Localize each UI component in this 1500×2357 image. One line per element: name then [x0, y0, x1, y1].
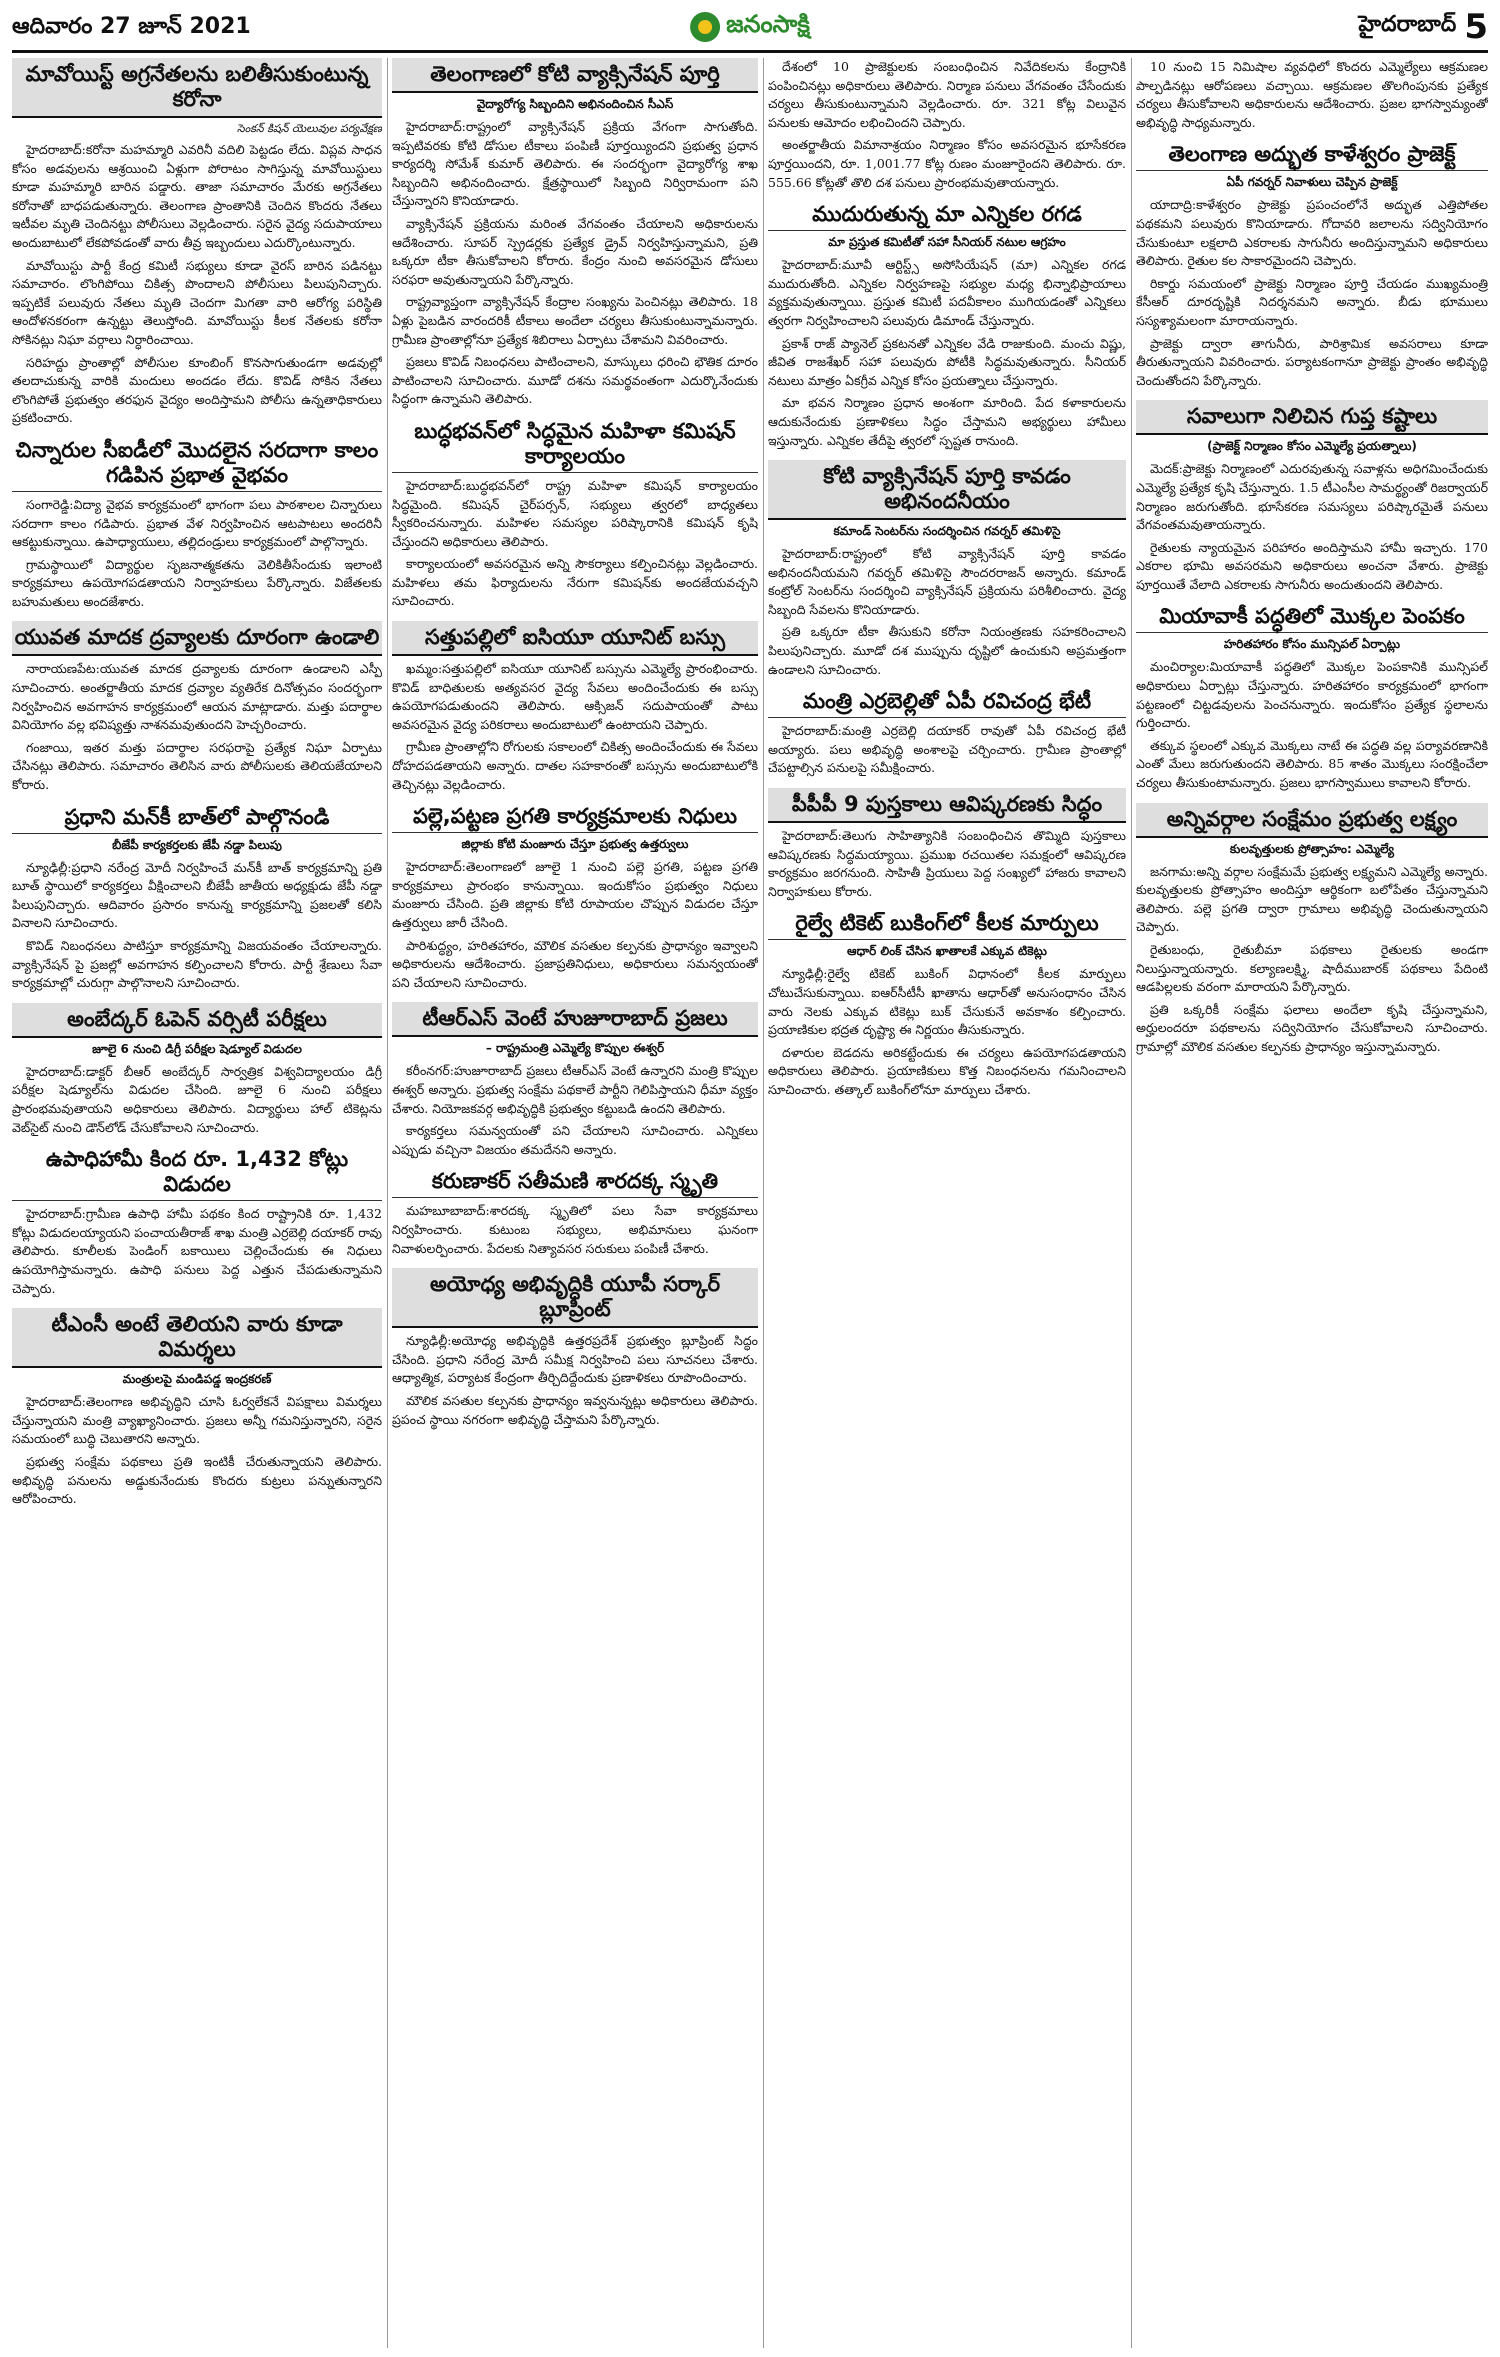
- article-headline: మావోయిస్ట్ అగ్రనేతలను బలితీసుకుంటున్న కరోనా: [12, 58, 382, 118]
- article-paragraph: 10 నుంచి 15 నిమిషాల వ్యవధిలో కొందరు ఎమ్మెల్యేలు ఆక్రమణల పాల్పడినట్లు ఆరోపణలు వచ్చాయి. ఆక్రమణల తొలగింపునకు ప్రత్యేక చర్యలు తీసుకోవాలని అధికారులను ఆదేశించారు. ప్రజల భాగస్వామ్యంతో అభివృద్ధి సాధ్యమన్నారు.: [1136, 59, 1488, 130]
- masthead: [12, 8, 1488, 48]
- article: [12, 621, 382, 794]
- article-paragraph: అంతర్జాతీయ విమానాశ్రయం నిర్మాణం కోసం అవసరమైన భూసేకరణ పూర్తయిందని, రూ. 1,001.77 కోట్ల రుణం మంజూరైందని తెలిపారు. రూ. 555.66 కోట్లతో తొలి దశ పనులు ప్రారంభమవుతాయన్నారు.: [768, 137, 1126, 190]
- article: [768, 58, 1126, 192]
- article: [1136, 58, 1488, 132]
- article: [1136, 400, 1488, 594]
- masthead-rule: [12, 50, 1488, 53]
- article-paragraph: మహబూబాబాద్‌:శారదక్క స్మృతిలో పలు సేవా కార్యక్రమాలు నిర్వహించారు. కుటుంబ సభ్యులు, అభిమానులు ఘనంగా నివాళులర్పించారు. పేదలకు నిత్యావసర సరుకులు పంపిణీ చేశారు.: [392, 1203, 758, 1256]
- article-paragraph: సరిహద్దు ప్రాంతాల్లో పోలీసుల కూంబింగ్ కొనసాగుతుండగా అడవుల్లో తలదాచుకున్న వారికి మందులు అందడం లేదు. కొవిడ్ సోకిన నేతలు లొంగిపోతే ప్రభుత్వం తరఫున వైద్యం అందిస్తామని పోలీసు ఉన్నతాధికారులు ప్రకటించారు.: [12, 354, 382, 426]
- article-paragraph: ప్రభుత్వ సంక్షేమ పథకాలు ప్రతి ఇంటికీ చేరుతున్నాయని తెలిపారు. అభివృద్ధి పనులను అడ్డుకునేందుకు కొందరు కుట్రలు పన్నుతున్నారని ఆరోపించారు.: [12, 1453, 382, 1507]
- article: [1136, 142, 1488, 390]
- article-paragraph: హైదరాబాద్‌:మూవీ ఆర్టిస్ట్స్ అసోసియేషన్ (మా) ఎన్నికల రగడ ముదురుతోంది. ఎన్నికల నిర్వహణపై సభ్యుల మధ్య భిన్నాభిప్రాయాలు వ్యక్తమవుతున్నాయి. ప్రస్తుత కమిటీ పదవీకాలం ముగియడంతో ఎన్నికలు త్వరగా నిర్వహించాలని పలువురు డిమాండ్ చేస్తున్నారు.: [768, 257, 1126, 328]
- article: [768, 911, 1126, 1099]
- article-paragraph: న్యూఢిల్లీ:రైల్వే టికెట్ బుకింగ్ విధానంలో కీలక మార్పులు చోటుచేసుకున్నాయి. ఐఆర్‌సీటీసీ ఖాతాను ఆధార్‌తో అనుసంధానం చేసిన వారు నెలకు ఎక్కువ టికెట్లు బుక్ చేసుకునే అవకాశం కల్పించారు. ప్రయాణికుల భద్రత దృష్ట్యా ఈ నిర్ణయం తీసుకున్నారు.: [768, 966, 1126, 1038]
- article-paragraph: ప్రకాశ్ రాజ్ ప్యానెల్ ప్రకటనతో ఎన్నికల వేడి రాజుకుంది. మంచు విష్ణు, జీవిత రాజశేఖర్ సహా పలువురు పోటీకి సిద్ధమవుతున్నారు. సీనియర్ నటులు మాత్రం ఏకగ్రీవ ఎన్నిక కోసం ప్రయత్నాలు చేస్తున్నారు.: [768, 335, 1126, 388]
- article: [12, 1003, 382, 1137]
- article-paragraph: హైదరాబాద్‌:మంత్రి ఎర్రబెల్లి దయాకర్ రావుతో ఏపీ రవిచంద్ర భేటీ అయ్యారు. పలు అభివృద్ధి అంశాలపై చర్చించారు. గ్రామీణ ప్రాంతాల్లో చేపట్టాల్సిన పనులపై సమీక్షించారు.: [768, 723, 1126, 776]
- article-paragraph: ప్రతి ఒక్కరూ టీకా తీసుకుని కరోనా నియంత్రణకు సహకరించాలని పిలుపునిచ్చారు. మూడో దశ ముప్పును దృష్టిలో ఉంచుకుని అప్రమత్తంగా ఉండాలని సూచించారు.: [768, 624, 1126, 677]
- article: [392, 804, 758, 992]
- article-paragraph: హైదరాబాద్‌:రాష్ట్రంలో కోటి వ్యాక్సినేషన్ పూర్తి కావడం అభినందనీయమని గవర్నర్ తమిళిసై సౌందరరాజన్ అన్నారు. కమాండ్ కంట్రోల్ సెంటర్‌ను సందర్శించి వ్యాక్సినేషన్ ప్రక్రియను పరిశీలించారు. వైద్య సిబ్బంది సేవలను కొనియాడారు.: [768, 546, 1126, 617]
- article-paragraph: హైదరాబాద్‌:కరోనా మహమ్మారి ఎవరినీ వదిలి పెట్టడం లేదు. విప్లవ సాధన కోసం అడవులను ఆశ్రయించి ఏళ్లుగా పోరాటం సాగిస్తున్న మావోయిస్టులు కూడా మహమ్మారి బారిన పడ్డారు. తాజా సమాచారం మేరకు అగ్రనేతలు కరోనాతో బాధపడుతున్నారు. తెలంగాణ ప్రాంతానికి చెందిన కొందరు నేతలు ఇటీవల మృతి చెందినట్టు పోలీసులు వెల్లడించారు. సరైన వైద్య సదుపాయాలు అందుబాటులో లేకపోవడంతో వారు తీవ్ర ఇబ్బందులు ఎదుర్కొంటున్నారు.: [12, 142, 382, 250]
- article: [392, 1169, 758, 1258]
- article-headline: రైల్వే టికెట్ బుకింగ్‌లో కీలక మార్పులు: [768, 911, 1126, 940]
- article-paragraph: హైదరాబాద్‌:డాక్టర్ బీఆర్ అంబేద్కర్ సార్వత్రిక విశ్వవిద్యాలయం డిగ్రీ పరీక్షల షెడ్యూల్‌ను విడుదల చేసింది. జూలై 6 నుంచి పరీక్షలు ప్రారంభమవుతాయని అధికారులు తెలిపారు. విద్యార్థులు హాల్ టికెట్లను వెబ్‌సైట్ నుంచి డౌన్‌లోడ్ చేసుకోవాలని సూచించారు.: [12, 1063, 382, 1135]
- article-paragraph: యాదాద్రి:కాళేశ్వరం ప్రాజెక్టు ప్రపంచంలోనే అద్భుత ఎత్తిపోతల పథకమని పలువురు కొనియాడారు. గోదావరి జలాలను సద్వినియోగం చేసుకుంటూ లక్షలాది ఎకరాలకు సాగునీరు అందిస్తున్నామని అధికారులు తెలిపారు. రైతుల కల సాకారమైందని చెప్పారు.: [1136, 197, 1488, 269]
- article-paragraph: ప్రాజెక్టు ద్వారా తాగునీరు, పారిశ్రామిక అవసరాలు కూడా తీరుతున్నాయని వివరించారు. పర్యాటకంగానూ ప్రాజెక్టు ప్రాంతం అభివృద్ధి చెందుతోందని పేర్కొన్నారు.: [1136, 335, 1488, 388]
- paper-name: జనంసాక్షి: [726, 10, 810, 38]
- article-paragraph: జనగామ:అన్ని వర్గాల సంక్షేమమే ప్రభుత్వ లక్ష్యమని ఎమ్మెల్యే అన్నారు. కులవృత్తులకు ప్రోత్సాహం అందిస్తూ ఆర్థికంగా బలోపేతం చేస్తున్నామని తెలిపారు. పల్లె ప్రగతి ద్వారా గ్రామాలు అభివృద్ధి చెందుతున్నాయని చెప్పారు.: [1136, 863, 1488, 935]
- column-1: [12, 58, 382, 2348]
- article: [768, 202, 1126, 450]
- logo-icon: [690, 12, 720, 42]
- article-headline: మంత్రి ఎర్రబెల్లితో ఏపీ రవిచంద్ర భేటీ: [768, 689, 1126, 718]
- article-paragraph: మావోయిస్టు పార్టీ కేంద్ర కమిటీ సభ్యులు కూడా వైరస్ బారిన పడినట్టు సమాచారం. లొంగిపోయి చికిత్స పొందాలని పోలీసులు పిలుపునిచ్చారు. ఇప్పటికే పలువురు నేతలు మృతి చెందగా మిగతా వారి ఆరోగ్య పరిస్థితి ఆందోళనకరంగా ఉన్నట్టు తెలుస్తోంది. మావోయిస్టు కీలక నేతలకు కరోనా సోకినట్లు నిఘా వర్గాలు నిర్ధారించాయి.: [12, 257, 382, 347]
- article-headline: తెలంగాణలో కోటి వ్యాక్సినేషన్ పూర్తి: [392, 58, 758, 93]
- article-headline: కరుణాకర్ సతీమణి శారదక్క స్మృతి: [392, 1169, 758, 1198]
- article: [392, 621, 758, 794]
- article-paragraph: గ్రామస్థాయిలో విద్యార్థుల సృజనాత్మకతను వెలికితీసేందుకు ఇలాంటి కార్యక్రమాలు ఉపయోగపడతాయని నిర్వాహకులు పేర్కొన్నారు. విజేతలకు బహుమతులు అందజేశారు.: [12, 556, 382, 609]
- article-paragraph: హైదరాబాద్‌:బుద్ధభవన్‌లో రాష్ట్ర మహిళా కమిషన్ కార్యాలయం సిద్ధమైంది. కమిషన్ చైర్‌పర్సన్, సభ్యులు త్వరలో బాధ్యతలు స్వీకరించనున్నారు. మహిళల సమస్యల పరిష్కారానికి కమిషన్ కృషి చేస్తుందని అధికారులు తెలిపారు.: [392, 477, 758, 549]
- article: [1136, 604, 1488, 792]
- article-paragraph: పారిశుద్ధ్యం, హరితహారం, మౌలిక వసతుల కల్పనకు ప్రాధాన్యం ఇవ్వాలని అధికారులను ఆదేశించారు. ప్రజాప్రతినిధులు, అధికారులు సమన్వయంతో పని చేయాలని సూచించారు.: [392, 937, 758, 990]
- article-paragraph: మౌలిక వసతుల కల్పనకు ప్రాధాన్యం ఇవ్వనున్నట్లు అధికారులు తెలిపారు. ప్రపంచ స్థాయి నగరంగా అభివృద్ధి చేస్తామని పేర్కొన్నారు.: [392, 1392, 758, 1427]
- article-subheadline: హరితహారం కోసం మున్సిపల్ ఏర్పాట్లు: [1223, 637, 1401, 652]
- article-byline: సెంకన్ కిషన్ యెలువుల పర్యవేక్షణ: [236, 122, 382, 135]
- article-subheadline: జూలై 6 నుంచి డిగ్రీ పరీక్షల షెడ్యూల్ విడుదల: [92, 1041, 302, 1056]
- article-headline: పల్లె,పట్టణ ప్రగతి కార్యక్రమాలకు నిధులు: [392, 804, 758, 833]
- article-paragraph: హైదరాబాద్‌:గ్రామీణ ఉపాధి హామీ పథకం కింద రాష్ట్రానికి రూ. 1,432 కోట్లు విడుదలయ్యాయని పంచాయతీరాజ్ శాఖ మంత్రి ఎర్రబెల్లి దయాకర్ రావు తెలిపారు. కూలీలకు పెండింగ్ బకాయిలు చెల్లించేందుకు ఈ నిధులు ఉపయోగిస్తామన్నారు. ఉపాధి పనులు పెద్ద ఎత్తున చేపడుతున్నామని చెప్పారు.: [12, 1206, 382, 1296]
- article-headline: మియావాకీ పద్ధతిలో మొక్కల పెంపకం: [1136, 604, 1488, 633]
- column-3: [768, 58, 1126, 2348]
- edition-city: హైదరాబాద్: [1358, 12, 1457, 37]
- article-headline: టీఎంసీ అంటే తెలియని వారు కూడా విమర్శలు: [12, 1308, 382, 1368]
- article: [768, 460, 1126, 679]
- article-paragraph: కార్యాలయంలో అవసరమైన అన్ని సౌకర్యాలు కల్పించినట్లు వెల్లడించారు. మహిళలు తమ ఫిర్యాదులను నేరుగా కమిషన్‌కు అందజేయవచ్చని సూచించారు.: [392, 556, 758, 609]
- article-headline: బుద్ధభవన్‌లో సిద్ధమైన మహిళా కమిషన్ కార్యాలయం: [392, 419, 758, 473]
- article-paragraph: రికార్డు సమయంలో ప్రాజెక్టు నిర్మాణం పూర్తి చేయడం ముఖ్యమంత్రి కేసీఆర్ దూరదృష్టికి నిదర్శనమని అన్నారు. బీడు భూములు సస్యశ్యామలంగా మారాయన్నారు.: [1136, 275, 1488, 328]
- article: [12, 1147, 382, 1298]
- article-headline: సవాలుగా నిలిచిన గుప్త కష్టాలు: [1136, 400, 1488, 435]
- article-headline: సత్తుపల్లిలో ఐసియూ యూనిట్ బస్సు: [392, 621, 758, 656]
- column-2: [392, 58, 758, 2348]
- article-paragraph: హైదరాబాద్‌:తెలంగాణలో జూలై 1 నుంచి పల్లె ప్రగతి, పట్టణ ప్రగతి కార్యక్రమాలు ప్రారంభం కానున్నాయి. ఇందుకోసం ప్రభుత్వం నిధులు మంజూరు చేసింది. ప్రతి జిల్లాకు కోటి రూపాయల చొప్పున విడుదల చేస్తూ ఉత్తర్వులు జారీ చేసింది.: [392, 859, 758, 930]
- article: [392, 1268, 758, 1429]
- article-paragraph: మెదక్‌:ప్రాజెక్టు నిర్మాణంలో ఎదురవుతున్న సవాళ్లను అధిగమించేందుకు ఎమ్మెల్యే ప్రత్యేక కృషి చేస్తున్నారు. 1.5 టీఎంసీల సామర్థ్యంతో రిజర్వాయర్ నిర్మాణం జరుగుతోంది. భూసేకరణ సమస్యలు పరిష్కారమైతే పనులు వేగవంతమవుతాయన్నారు.: [1136, 461, 1488, 533]
- article: [12, 1308, 382, 1509]
- article-paragraph: తక్కువ స్థలంలో ఎక్కువ మొక్కలు నాటే ఈ పద్ధతి వల్ల పర్యావరణానికి ఎంతో మేలు జరుగుతుందని తెలిపారు. 85 శాతం మొక్కలు సంరక్షించేలా చర్యలు తీసుకుంటామన్నారు. ప్రజలు భాగస్వాములు కావాలని కోరారు.: [1136, 737, 1488, 791]
- article: [12, 805, 382, 993]
- article-paragraph: గ్రామీణ ప్రాంతాల్లోని రోగులకు సకాలంలో చికిత్స అందించేందుకు ఈ సేవలు దోహదపడతాయని అన్నారు. దాతల సహకారంతో బస్సును అందుబాటులోకి తెచ్చినట్లు వెల్లడించారు.: [392, 739, 758, 792]
- article-headline: ప్రధాని మన్‌కీ బాత్‌లో పాల్గొనండి: [12, 805, 382, 834]
- article-paragraph: కరీంనగర్‌:హుజూరాబాద్ ప్రజలు టీఆర్‌ఎస్ వెంటే ఉన్నారని మంత్రి కొప్పుల ఈశ్వర్ అన్నారు. ప్రభుత్వ సంక్షేమ పథకాలే పార్టీని గెలిపిస్తాయని ధీమా వ్యక్తం చేశారు. నియోజకవర్గ అభివృద్ధికి ప్రభుత్వం కట్టుబడి ఉందని తెలిపారు.: [392, 1063, 758, 1116]
- issue-date: ఆదివారం 27 జూన్ 2021: [12, 14, 251, 39]
- article-subheadline: ఏపీ గవర్నర్ నివాళులు చెప్పిన ప్రాజెక్ట్: [1226, 175, 1398, 190]
- article-paragraph: దేశంలో 10 ప్రాజెక్టులకు సంబంధించిన నివేదికలను కేంద్రానికి పంపించినట్లు అధికారులు తెలిపారు. నిర్మాణ పనులు వేగవంతం చేసేందుకు చర్యలు తీసుకుంటున్నామని వెల్లడించారు. రూ. 321 కోట్ల విలువైన పనులకు ఆమోదం లభించిందని చెప్పారు.: [768, 59, 1126, 130]
- article-paragraph: హైదరాబాద్‌:రాష్ట్రంలో వ్యాక్సినేషన్ ప్రక్రియ వేగంగా సాగుతోంది. ఇప్పటివరకు కోటి డోసుల టీకాలు పంపిణీ పూర్తయ్యిందని ప్రభుత్వ ప్రధాన కార్యదర్శి సోమేశ్ కుమార్ తెలిపారు. ఈ సందర్భంగా వైద్యారోగ్య శాఖ సిబ్బందిని అభినందించారు. క్షేత్రస్థాయిలో సిబ్బంది నిర్విరామంగా పని చేస్తున్నారని కొనియాడారు.: [392, 119, 758, 209]
- column-divider: [1131, 58, 1132, 2348]
- article-headline: అంబేద్కర్ ఓపెన్ వర్సిటీ పరీక్షలు: [12, 1003, 382, 1038]
- article-paragraph: హైదరాబాద్‌:తెలుగు సాహిత్యానికి సంబంధించిన తొమ్మిది పుస్తకాలు ఆవిష్కరణకు సిద్ధమయ్యాయి. ప్రముఖ రచయితల సమక్షంలో ఆవిష్కరణ కార్యక్రమం జరగనుంది. సాహితీ ప్రియులు పెద్ద సంఖ్యలో హాజరు కావాలని నిర్వాహకులు కోరారు.: [768, 828, 1126, 899]
- article-paragraph: రాష్ట్రవ్యాప్తంగా వ్యాక్సినేషన్ కేంద్రాల సంఖ్యను పెంచినట్లు తెలిపారు. 18 ఏళ్లు పైబడిన వారందరికీ టీకాలు అందేలా చర్యలు తీసుకుంటున్నామన్నారు. గ్రామీణ ప్రాంతాల్లోనూ ప్రత్యేక శిబిరాలు ఏర్పాటు చేశామని వివరించారు.: [392, 294, 758, 347]
- article-paragraph: దళారుల బెడదను అరికట్టేందుకు ఈ చర్యలు ఉపయోగపడతాయని అధికారులు తెలిపారు. ప్రయాణికులు కొత్త నిబంధనలను గమనించాలని సూచించారు. తత్కాల్ బుకింగ్‌లోనూ మార్పులు చేశారు.: [768, 1044, 1126, 1097]
- article: [768, 689, 1126, 778]
- article-paragraph: ఖమ్మం:సత్తుపల్లిలో ఐసియూ యూనిట్ బస్సును ఎమ్మెల్యే ప్రారంభించారు. కొవిడ్ బాధితులకు అత్యవసర వైద్య సేవలు అందించేందుకు ఈ బస్సు ఉపయోగపడుతుందని తెలిపారు. ఆక్సిజన్ సదుపాయంతో పాటు అవసరమైన వైద్య పరికరాలు అందుబాటులో ఉంటాయని చెప్పారు.: [392, 661, 758, 732]
- article-subheadline: జిల్లాకు కోటి మంజూరు చేస్తూ ప్రభుత్వ ఉత్తర్వులు: [461, 837, 689, 852]
- article: [12, 58, 382, 428]
- article-headline: చిన్నారుల సీఐడీలో మొదలైన సరదాగా కాలం గడిపిన ప్రభాత వైభవం: [12, 438, 382, 492]
- article-headline: అన్నివర్గాల సంక్షేమం ప్రభుత్వ లక్ష్యం: [1136, 803, 1488, 838]
- article-paragraph: కార్యకర్తలు సమన్వయంతో పని చేయాలని సూచించారు. ఎన్నికలు ఎప్పుడు వచ్చినా విజయం తమదేనని అన్నారు.: [392, 1123, 758, 1157]
- article-paragraph: రైతుబంధు, రైతుబీమా పథకాలు రైతులకు అండగా నిలుస్తున్నాయన్నారు. కల్యాణలక్ష్మి, షాదీముబారక్ పథకాలు పేదింటి ఆడపిల్లలకు వరంగా మారాయని పేర్కొన్నారు.: [1136, 942, 1488, 995]
- article: [392, 58, 758, 409]
- article-paragraph: హైదరాబాద్‌:తెలంగాణ అభివృద్ధిని చూసి ఓర్వలేకనే విపక్షాలు విమర్శలు చేస్తున్నాయని మంత్రి వ్యాఖ్యానించారు. ప్రజలు అన్నీ గమనిస్తున్నారని, సరైన సమయంలో బుద్ధి చెబుతారని అన్నారు.: [12, 1394, 382, 1447]
- article-paragraph: నారాయణపేట:యువత మాదక ద్రవ్యాలకు దూరంగా ఉండాలని ఎస్పీ సూచించారు. అంతర్జాతీయ మాదక ద్రవ్యాల వ్యతిరేక దినోత్సవం సందర్భంగా నిర్వహించిన అవగాహన కార్యక్రమంలో ఆయన మాట్లాడారు. మత్తు పదార్థాల వినియోగం వల్ల భవిష్యత్తు నాశనమవుతుందని హెచ్చరించారు.: [12, 661, 382, 733]
- article-subheadline: (ప్రాజెక్ట్ నిర్మాణం కోసం ఎమ్మెల్యే ప్రయత్నాలు): [1207, 439, 1417, 454]
- article-headline: పీపీపీ 9 పుస్తకాలు ఆవిష్కరణకు సిద్ధం: [768, 788, 1126, 823]
- article-subheadline: మంత్రులపై మండిపడ్డ ఇంద్రకరణ్: [122, 1372, 272, 1387]
- column-4: [1136, 58, 1488, 2348]
- article-paragraph: న్యూఢిల్లీ:ప్రధాని నరేంద్ర మోదీ నిర్వహించే మన్‌కీ బాత్ కార్యక్రమాన్ని ప్రతి బూత్ స్థాయిలో కార్యకర్తలు వీక్షించాలని బీజేపీ జాతీయ అధ్యక్షుడు జేపీ నడ్డా పిలుపునిచ్చారు. ఆదివారం ప్రసారం కానున్న కార్యక్రమాన్ని ప్రజలతో కలిసి వినాలని సూచించారు.: [12, 859, 382, 931]
- article: [12, 438, 382, 612]
- article-paragraph: గంజాయి, ఇతర మత్తు పదార్థాల సరఫరాపై ప్రత్యేక నిఘా ఏర్పాటు చేసినట్లు తెలిపారు. సమాచారం తెలిసిన వారు పోలీసులకు తెలియజేయాలని కోరారు.: [12, 739, 382, 793]
- article-headline: కోటి వ్యాక్సినేషన్ పూర్తి కావడం అభినందనీయం: [768, 460, 1126, 520]
- article: [768, 788, 1126, 901]
- article: [392, 1002, 758, 1159]
- article-subheadline: కులవృత్తులకు ప్రోత్సాహం: ఎమ్మెల్యే: [1229, 841, 1395, 856]
- article-paragraph: వ్యాక్సినేషన్ ప్రక్రియను మరింత వేగవంతం చేయాలని అధికారులను ఆదేశించారు. సూపర్ స్ప్రెడర్లకు ప్రత్యేక డ్రైవ్ నిర్వహిస్తున్నామని, ప్రతి ఒక్కరూ టీకా తీసుకోవాలని కోరారు. కేంద్రం నుంచి అవసరమైన డోసులు సరఫరా అవుతున్నాయని పేర్కొన్నారు.: [392, 215, 758, 287]
- article-paragraph: మా భవన నిర్మాణం ప్రధాన అంశంగా మారింది. పేద కళాకారులను ఆదుకునేందుకు ప్రణాళికలు సిద్ధం చేస్తామని అభ్యర్థులు హామీలు ఇస్తున్నారు. ఎన్నికల తేదీపై త్వరలో స్పష్టత రానుంది.: [768, 395, 1126, 448]
- article-subheadline: బీజేపీ కార్యకర్తలకు జేపీ నడ్డా పిలుపు: [112, 837, 282, 852]
- article-paragraph: ప్రతి ఒక్కరికీ సంక్షేమ ఫలాలు అందేలా కృషి చేస్తున్నామని, అర్హులందరూ పథకాలను సద్వినియోగం చేసుకోవాలని సూచించారు. గ్రామాల్లో మౌలిక వసతుల కల్పనకు ప్రాధాన్యం ఇస్తున్నామన్నారు.: [1136, 1001, 1488, 1054]
- article-headline: అయోధ్య అభివృద్ధికి యూపీ సర్కార్ బ్లూప్రింట్: [392, 1268, 758, 1328]
- article-paragraph: న్యూఢిల్లీ:అయోధ్య అభివృద్ధికి ఉత్తరప్రదేశ్ ప్రభుత్వం బ్లూప్రింట్ సిద్ధం చేసింది. ప్రధాని నరేంద్ర మోదీ సమీక్ష నిర్వహించి పలు సూచనలు చేశారు. ఆధ్యాత్మిక, పర్యాటక కేంద్రంగా తీర్చిదిద్దేందుకు ప్రణాళికలు రూపొందించారు.: [392, 1333, 758, 1386]
- article-headline: ఉపాధిహామీ కింద రూ. 1,432 కోట్లు విడుదల: [12, 1147, 382, 1201]
- article-headline: టీఆర్‌ఎస్ వెంటే హుజూరాబాద్ ప్రజలు: [392, 1002, 758, 1037]
- column-divider: [763, 58, 764, 2348]
- article-headline: యువత మాదక ద్రవ్యాలకు దూరంగా ఉండాలి: [12, 621, 382, 656]
- article-subheadline: ఆధార్‌ లింక్ చేసిన ఖాతాలకే ఎక్కువ టికెట్లు: [847, 944, 1047, 959]
- column-divider: [387, 58, 388, 2348]
- article: [1136, 803, 1488, 1057]
- page-number: 5: [1464, 7, 1488, 47]
- masthead-right: [1358, 8, 1488, 46]
- article-headline: ముదురుతున్న మా ఎన్నికల రగడ: [768, 202, 1126, 231]
- article-subheadline: – రాష్ట్రమంత్రి ఎమ్మెల్యే కొప్పుల ఈశ్వర్: [485, 1041, 665, 1056]
- article-paragraph: కొవిడ్ నిబంధనలు పాటిస్తూ కార్యక్రమాన్ని విజయవంతం చేయాలన్నారు. వ్యాక్సినేషన్ పై ప్రజల్లో అవగాహన కల్పించాలని కోరారు. పార్టీ శ్రేణులు సేవా కార్యక్రమాల్లో చురుగ్గా పాల్గొనాలని సూచించారు.: [12, 938, 382, 991]
- paper-logo: [690, 10, 810, 44]
- article-paragraph: రైతులకు న్యాయమైన పరిహారం అందిస్తామని హామీ ఇచ్చారు. 170 ఎకరాల భూమి అవసరమని అధికారులు అంచనా వేశారు. ప్రాజెక్టు పూర్తయితే వేలాది ఎకరాలకు సాగునీరు అందుతుందని తెలిపారు.: [1136, 539, 1488, 592]
- article-headline: తెలంగాణ అద్భుత కాళేశ్వరం ప్రాజెక్ట్: [1136, 142, 1488, 171]
- article-subheadline: వైద్యారోగ్య సిబ్బందిని అభినందించిన సీఎస్: [476, 97, 674, 111]
- article-paragraph: సంగారెడ్డి:విద్యా వైభవ కార్యక్రమంలో భాగంగా పలు పాఠశాలల చిన్నారులు సరదాగా కాలం గడిపారు. ప్రభాత వేళ నిర్వహించిన ఆటపాటలు అందరినీ ఆకట్టుకున్నాయి. ఉపాధ్యాయులు, తల్లిదండ్రులు కార్యక్రమంలో పాల్గొన్నారు.: [12, 496, 382, 550]
- article-paragraph: ప్రజలు కొవిడ్ నిబంధనలు పాటించాలని, మాస్కులు ధరించి భౌతిక దూరం పాటించాలని సూచించారు. మూడో దశను సమర్థవంతంగా ఎదుర్కొనేందుకు సిద్ధంగా ఉన్నామని తెలిపారు.: [392, 354, 758, 407]
- article-subheadline: కమాండ్ సెంటర్‌ను సందర్శించిన గవర్నర్ తమిళిసై: [833, 524, 1061, 539]
- article: [392, 419, 758, 611]
- article-paragraph: మంచిర్యాల:మియావాకీ పద్ధతిలో మొక్కల పెంపకానికి మున్సిపల్ అధికారులు ఏర్పాట్లు చేస్తున్నారు. హరితహారం కార్యక్రమంలో భాగంగా పట్టణంలో చిట్టడవులను పెంచనున్నారు. ఇందుకోసం ప్రత్యేక స్థలాలను గుర్తించారు.: [1136, 659, 1488, 731]
- article-subheadline: మా ప్రస్తుత కమిటీతో సహా సీనియర్ నటుల ఆగ్రహం: [828, 235, 1066, 250]
